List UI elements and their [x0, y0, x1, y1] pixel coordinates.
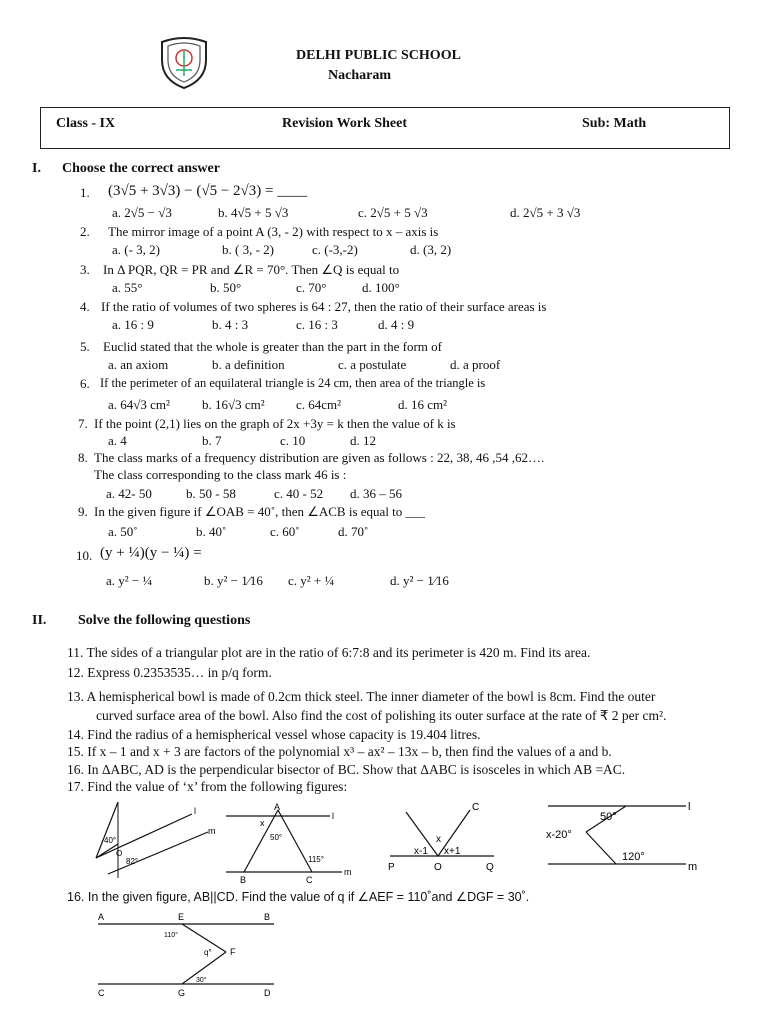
q13-text: 13. A hemispherical bowl is made of 0.2cm thick steel. The inner diameter of the bowl is 8cm. Find the outer	[67, 689, 656, 704]
fig5-label-G: G	[178, 988, 186, 998]
fig2-label-x: x	[260, 818, 265, 828]
fig2-label-m: m	[344, 867, 352, 877]
fig3-label-C: C	[472, 802, 480, 813]
q10-text: (y + ¼)(y − ¼) =	[100, 545, 202, 561]
fig4-angle-120: 120°	[622, 851, 645, 863]
q7-number: 7.	[78, 416, 88, 431]
q16b-text: 16. In the given figure, AB||CD. Find the value of q if ∠AEF = 110˚and ∠DGF = 30˚.	[67, 890, 530, 904]
branch-name: Nacharam	[328, 68, 391, 83]
q3-option-d: d. 100°	[362, 280, 400, 295]
q2-option-d: d. (3, 2)	[410, 242, 452, 257]
figure-4	[546, 798, 706, 878]
q8-number: 8.	[78, 450, 88, 465]
section1-numeral: I.	[32, 161, 41, 176]
fig5-label-A: A	[98, 912, 105, 922]
fig2-label-C: C	[306, 875, 313, 884]
q6-option-d: d. 16 cm²	[398, 397, 448, 412]
fig5-label-D: D	[264, 988, 271, 998]
q7-option-d: d. 12	[350, 433, 376, 448]
class-label: Class - IX	[56, 116, 116, 131]
q2-option-a: a. (- 3, 2)	[112, 242, 161, 257]
fig3-label-x: x	[436, 834, 441, 845]
fig1-label-m: m	[208, 826, 216, 836]
q6-option-b: b. 16√3 cm²	[202, 397, 265, 412]
fig3-label-Q: Q	[486, 862, 494, 873]
fig4-label-l: l	[688, 801, 691, 813]
q13-text-2: curved surface area of the bowl. Also find the cost of polishing its outer surface at the rate of ₹ 2 per cm².	[96, 708, 667, 723]
q8-text-2: The class corresponding to the class mark 46 is :	[94, 467, 347, 482]
figure-1	[88, 800, 218, 880]
figure-2	[222, 800, 362, 884]
section1-title: Choose the correct answer	[62, 161, 220, 176]
school-name: DELHI PUBLIC SCHOOL	[296, 48, 461, 63]
q6-number: 6.	[80, 376, 90, 391]
q3-option-b: b. 50°	[210, 280, 242, 295]
q6-text: If the perimeter of an equilateral triangle is 24 cm, then area of the triangle is	[100, 376, 486, 390]
q3-number: 3.	[80, 262, 90, 277]
q10-option-a: a. y² − ¼	[106, 573, 153, 588]
q15-text: 15. If x – 1 and x + 3 are factors of the polynomial x³ – ax² – 13x – b, then find the values of a and b.	[67, 744, 612, 759]
q17-text: 17. Find the value of ‘x’ from the following figures:	[67, 779, 348, 794]
q2-number: 2.	[80, 224, 90, 239]
q11-text: 11. The sides of a triangular plot are in the ratio of 6:7:8 and its perimeter is 420 m. Find its area.	[67, 645, 591, 660]
q3-option-a: a. 55°	[112, 280, 143, 295]
fig4-label-m: m	[688, 861, 698, 873]
fig5-label-F: F	[230, 947, 236, 957]
fig1-label-l: l	[194, 806, 196, 816]
fig1-label-o: O	[116, 849, 123, 858]
q10-option-d: d. y² − 1⁄16	[390, 573, 449, 588]
q8-option-c: c. 40 - 52	[274, 486, 324, 501]
q8-option-b: b. 50 - 58	[186, 486, 236, 501]
fig2-label-A: A	[274, 802, 281, 812]
q8-option-a: a. 42- 50	[106, 486, 152, 501]
fig5-angle-30: 30°	[196, 977, 207, 984]
q4-number: 4.	[80, 299, 90, 314]
q4-text: If the ratio of volumes of two spheres is 64 : 27, then the ratio of their surface areas is	[101, 299, 547, 314]
figure-3	[386, 800, 506, 876]
q5-option-a: a. an axiom	[108, 357, 169, 372]
fig1-angle-40: 40°	[104, 836, 117, 845]
fig1-angle-82: 82°	[126, 857, 139, 866]
q4-option-d: d. 4 : 9	[378, 317, 415, 332]
q9-option-d: d. 70˚	[338, 524, 369, 539]
fig2-label-l: l	[332, 811, 334, 821]
q9-option-a: a. 50˚	[108, 524, 138, 539]
q5-text: Euclid stated that the whole is greater than the part in the form of	[103, 339, 442, 354]
q6-option-c: c. 64cm²	[296, 397, 342, 412]
section2-numeral: II.	[32, 613, 47, 628]
q5-number: 5.	[80, 339, 90, 354]
q3-text: In Δ PQR, QR = PR and ∠R = 70°. Then ∠Q is equal to	[103, 262, 400, 277]
fig5-label-E: E	[178, 912, 185, 922]
fig3-label-x-minus-1: x-1	[414, 846, 428, 857]
q7-text: If the point (2,1) lies on the graph of 2x +3y = k then the value of k is	[94, 416, 456, 431]
q1-option-d: d. 2√5 + 3 √3	[510, 205, 581, 220]
fig3-label-P: P	[388, 862, 395, 873]
q1-option-b: b. 4√5 + 5 √3	[218, 205, 289, 220]
worksheet-title: Revision Work Sheet	[282, 116, 407, 131]
figure-5	[96, 910, 286, 1000]
q5-option-c: c. a postulate	[338, 357, 407, 372]
q1-option-a: a. 2√5 − √3	[112, 205, 172, 220]
section2-title: Solve the following questions	[78, 613, 251, 628]
q4-option-c: c. 16 : 3	[296, 317, 338, 332]
q2-option-b: b. ( 3, - 2)	[222, 242, 274, 257]
fig3-label-O: O	[434, 862, 442, 873]
fig4-angle-50: 50°	[600, 811, 617, 823]
subject-label: Sub: Math	[582, 116, 647, 131]
fig5-angle-110: 110°	[164, 932, 178, 939]
q5-option-d: d. a proof	[450, 357, 501, 372]
fig3-label-x-plus-1: x+1	[444, 846, 461, 857]
fig4-label-x-minus-20: x-20°	[546, 829, 572, 841]
q8-option-d: d. 36 – 56	[350, 486, 402, 501]
q12-text: 12. Express 0.2353535… in p/q form.	[67, 665, 272, 680]
q16-text: 16. In ΔABC, AD is the perpendicular bisector of BC. Show that ΔABC is isosceles in which AB =AC.	[67, 762, 626, 777]
q8-text: The class marks of a frequency distribution are given as follows : 22, 38, 46 ,54 ,62….	[94, 450, 545, 465]
q5-option-b: b. a definition	[212, 357, 285, 372]
q10-number: 10.	[76, 548, 93, 563]
q10-option-c: c. y² + ¼	[288, 573, 335, 588]
q3-option-c: c. 70°	[296, 280, 327, 295]
q14-text: 14. Find the radius of a hemispherical vessel whose capacity is 19.404 litres.	[67, 727, 481, 742]
q9-option-c: c. 60˚	[270, 524, 300, 539]
q4-option-b: b. 4 : 3	[212, 317, 249, 332]
fig2-angle-115: 115°	[308, 855, 324, 864]
q9-text: In the given figure if ∠OAB = 40˚, then ∠ACB is equal to ___	[94, 504, 426, 519]
q7-option-a: a. 4	[108, 433, 127, 448]
q2-text: The mirror image of a point A (3, - 2) with respect to x – axis is	[108, 224, 439, 239]
q1-number: 1.	[80, 185, 90, 200]
q9-number: 9.	[78, 504, 88, 519]
q6-option-a: a. 64√3 cm²	[108, 397, 170, 412]
fig2-angle-50: 50°	[270, 833, 283, 842]
school-logo	[158, 36, 210, 90]
q2-option-c: c. (-3,-2)	[312, 242, 358, 257]
q7-option-c: c. 10	[280, 433, 306, 448]
q10-option-b: b. y² − 1⁄16	[204, 573, 263, 588]
fig5-label-C: C	[98, 988, 105, 998]
fig2-label-B: B	[240, 875, 247, 884]
fig5-label-q: q°	[204, 948, 212, 957]
q1-option-c: c. 2√5 + 5 √3	[358, 205, 428, 220]
q7-option-b: b. 7	[202, 433, 222, 448]
q1-text: (3√5 + 3√3) − (√5 − 2√3) = ____	[108, 183, 308, 199]
fig5-label-B: B	[264, 912, 271, 922]
q9-option-b: b. 40˚	[196, 524, 227, 539]
q4-option-a: a. 16 : 9	[112, 317, 154, 332]
